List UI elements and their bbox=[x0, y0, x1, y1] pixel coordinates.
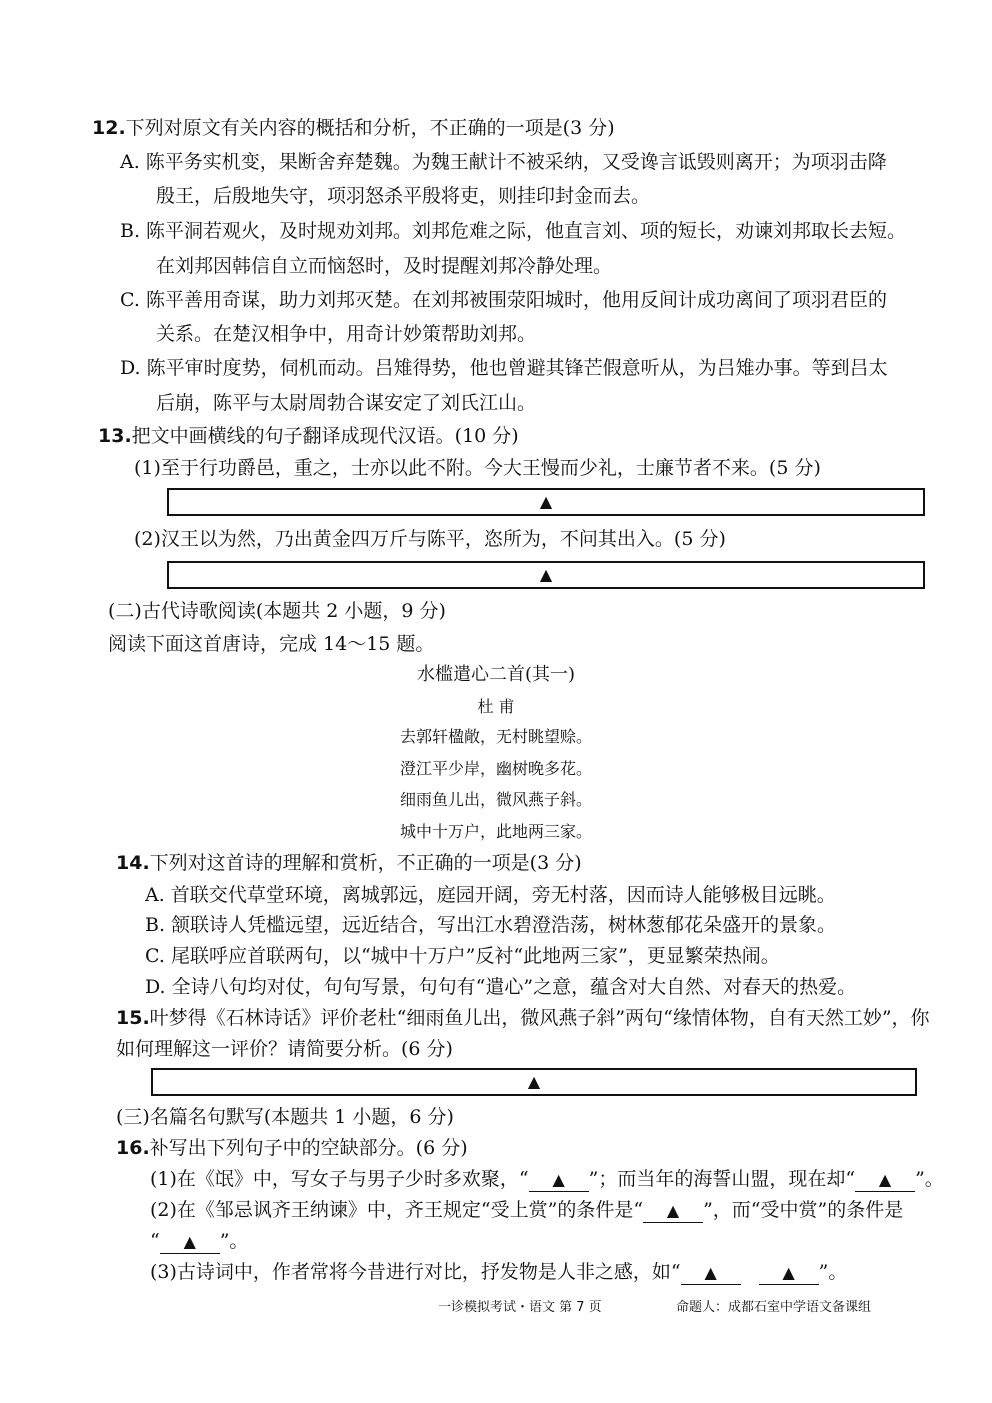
blank-input[interactable] bbox=[855, 1167, 915, 1192]
triangle-icon: ▲ bbox=[539, 492, 553, 511]
option-b: B. 颔联诗人凭槛远望，远近结合，写出江水碧澄浩荡，树林葱郁花朵盛开的景象。 bbox=[145, 914, 837, 936]
section-2-intro: 阅读下面这首唐诗，完成 14～15 题。 bbox=[108, 633, 435, 655]
question-text: 下列对这首诗的理解和赏析，不正确的一项是(3 分) bbox=[149, 852, 582, 874]
poem-line: 去郭轩楹敞，无村眺望赊。 bbox=[399, 727, 592, 746]
question-number: 15. bbox=[116, 1007, 150, 1029]
translation-sentence-2: (2)汉王以为然，乃出黄金四万斤与陈平，恣所为，不问其出入。(5 分) bbox=[134, 528, 726, 550]
question-number: 12. bbox=[92, 117, 126, 139]
poem-line: 城中十万户，此地两三家。 bbox=[399, 822, 592, 841]
triangle-icon: ▲ bbox=[527, 1072, 541, 1091]
triangle-icon: ▲ bbox=[666, 1201, 680, 1220]
poem-line: 澄江平少岸，幽树晚多花。 bbox=[399, 759, 592, 778]
question-12-stem bbox=[92, 116, 615, 140]
answer-box-13-2[interactable] bbox=[167, 561, 925, 589]
blank-input[interactable] bbox=[643, 1198, 703, 1223]
option-d-line-2: 后崩，陈平与太尉周勃合谋安定了刘氏江山。 bbox=[156, 392, 537, 414]
question-text: 补写出下列句子中的空缺部分。(6 分) bbox=[149, 1137, 468, 1159]
question-16-stem bbox=[116, 1136, 468, 1160]
blank-input[interactable] bbox=[529, 1167, 589, 1192]
answer-box-13-1[interactable] bbox=[167, 488, 925, 516]
fill-in-item-3: (3)古诗词中，作者常将今昔进行对比，抒发物是人非之感，如“ ▲ ▲ ”。 bbox=[150, 1261, 848, 1283]
triangle-icon: ▲ bbox=[704, 1263, 717, 1282]
section-2-header: (二)古代诗歌阅读(本题共 2 小题，9 分) bbox=[108, 600, 446, 622]
poem-author: 杜 甫 bbox=[477, 697, 515, 716]
fill-in-item-2: (2)在《邹忌讽齐王纳谏》中，齐王规定“受上赏”的条件是“ ▲ ”，而“受中赏”的条件是 bbox=[150, 1199, 904, 1221]
option-c-line-1: C. 陈平善用奇谋，助力刘邦灭楚。在刘邦被围荥阳城时，他用反间计成功离间了项羽君臣的 bbox=[120, 289, 887, 311]
option-c-line-2: 关系。在楚汉相争中，用奇计妙策帮助刘邦。 bbox=[156, 323, 537, 345]
fill-in-item-1: (1)在《氓》中，写女子与男子少时多欢聚，“ ▲ ”；而当年的海誓山盟，现在却“ ▲ ”。 bbox=[150, 1168, 944, 1190]
question-number: 14. bbox=[116, 852, 150, 874]
question-15-stem-2: 如何理解这一评价？请简要分析。(6 分) bbox=[116, 1038, 453, 1060]
translation-sentence-1: (1)至于行功爵邑，重之，士亦以此不附。今大王慢而少礼，士廉节者不来。(5 分) bbox=[134, 457, 821, 479]
triangle-icon: ▲ bbox=[878, 1170, 892, 1189]
option-d-line-1: D. 陈平审时度势，伺机而动。吕雉得势，他也曾避其锋芒假意听从，为吕雉办事。等到吕太 bbox=[120, 357, 888, 379]
triangle-icon: ▲ bbox=[552, 1170, 565, 1189]
question-number: 16. bbox=[116, 1137, 150, 1159]
answer-box-15[interactable] bbox=[151, 1068, 917, 1096]
triangle-icon: ▲ bbox=[782, 1263, 795, 1282]
question-text: 叶梦得《石林诗话》评价老杜“细雨鱼儿出，微风燕子斜”两句“缘情体物，自有天然工妙”，你 bbox=[149, 1007, 930, 1029]
page-footer-left: 一诊模拟考试・语文 第 7 页 bbox=[438, 1300, 602, 1315]
option-a: A. 首联交代草堂环境，离城郭远，庭园开阔，旁无村落，因而诗人能够极目远眺。 bbox=[145, 884, 836, 906]
option-a-line-1: A. 陈平务实机变，果断舍弃楚魏。为魏王献计不被采纳，又受谗言诋毁则离开；为项羽击降 bbox=[120, 151, 887, 173]
question-13-stem bbox=[98, 424, 519, 448]
page-footer-right: 命题人：成都石室中学语文备课组 bbox=[676, 1300, 872, 1315]
option-b-line-2: 在刘邦因韩信自立而恼怒时，及时提醒刘邦冷静处理。 bbox=[156, 255, 613, 277]
question-text: 下列对原文有关内容的概括和分析，不正确的一项是(3 分) bbox=[125, 117, 615, 139]
option-c: C. 尾联呼应首联两句，以“城中十万户”反衬“此地两三家”，更显繁荣热闹。 bbox=[145, 945, 780, 967]
blank-input[interactable] bbox=[759, 1260, 819, 1285]
fill-in-item-2-cont: “ ▲ ”。 bbox=[150, 1230, 249, 1252]
triangle-icon: ▲ bbox=[183, 1232, 196, 1251]
section-3-header: (三)名篇名句默写(本题共 1 小题，6 分) bbox=[116, 1106, 454, 1128]
question-15-stem bbox=[116, 1006, 930, 1030]
poem-line: 细雨鱼儿出，微风燕子斜。 bbox=[399, 790, 592, 809]
question-text: 把文中画横线的句子翻译成现代汉语。(10 分) bbox=[131, 425, 519, 447]
blank-input[interactable] bbox=[681, 1260, 741, 1285]
triangle-icon: ▲ bbox=[539, 565, 553, 584]
option-b-line-1: B. 陈平洞若观火，及时规劝刘邦。刘邦危难之际，他直言刘、项的短长，劝谏刘邦取长去短。 bbox=[120, 220, 907, 242]
question-14-stem bbox=[116, 851, 582, 875]
blank-input[interactable] bbox=[160, 1229, 220, 1254]
option-d: D. 全诗八句均对仗，句句写景，句句有“遣心”之意，蕴含对大自然、对春天的热爱。 bbox=[145, 976, 857, 998]
question-number: 13. bbox=[98, 425, 132, 447]
poem-title: 水槛遣心二首(其一) bbox=[416, 664, 576, 685]
option-a-line-2: 殷王，后殷地失守，项羽怒杀平殷将吏，则挂印封金而去。 bbox=[156, 185, 651, 207]
